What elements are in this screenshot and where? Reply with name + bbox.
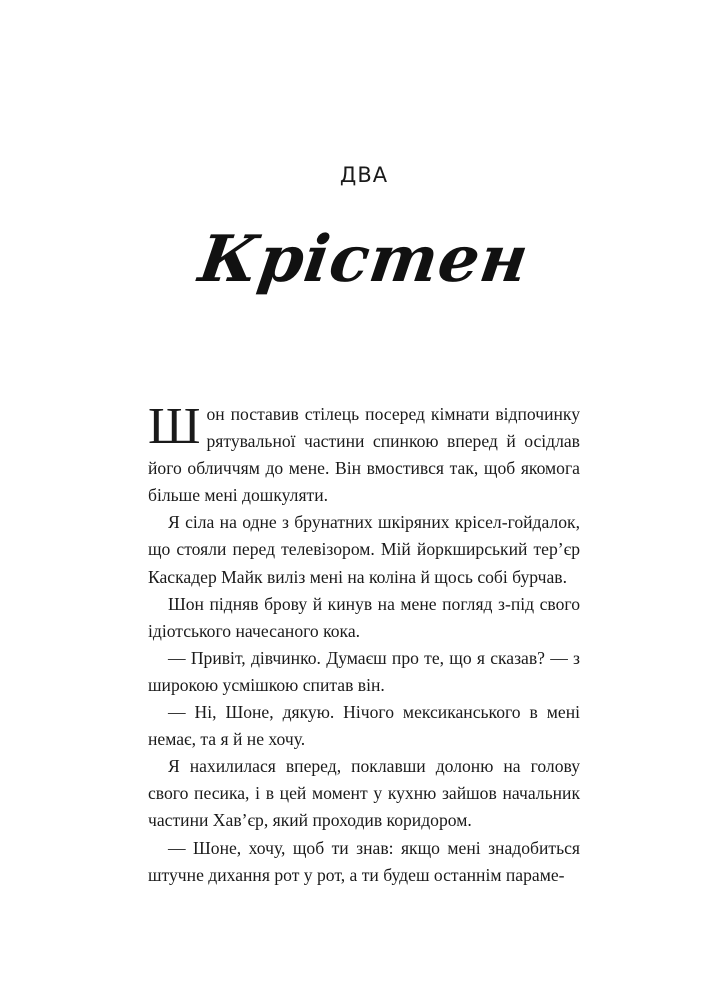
paragraph: Я нахилилася вперед, поклавши долоню на голову свого песика, і в цей момент у кухню зайшов начальник частини Хав’єр, який проходив коридором. [148, 756, 580, 831]
chapter-title: Крістен [194, 222, 534, 297]
paragraph: Я сіла на одне з брунатних шкіряних крісел-гойдалок, що стояли перед телевізором. Мій йоркширський тер’єр Каскадер Майк виліз мені на коліна й щось собі бурчав. [148, 512, 580, 587]
paragraph: — Шоне, хочу, щоб ти знав: якщо мені знадобиться штучне дихання рот у рот, а ти будеш останнім параме- [148, 837, 580, 885]
chapter-number: ДВА [339, 163, 389, 187]
paragraph: — Ні, Шоне, дякую. Нічого мексиканського в мені немає, та я й не хочу. [148, 702, 580, 750]
chapter-body [148, 398, 580, 889]
drop-cap: Ш [148, 398, 201, 455]
paragraph [148, 398, 580, 509]
paragraph: — Привіт, дівчинко. Думаєш про те, що я сказав? — з широкою усмішкою спитав він. [148, 647, 580, 695]
paragraph-text: он поставив стілець посеред кімнати відпочинку рятувальної частини спинкою вперед й осідлав його обличчям до мене. Він вмостився так, щоб якомога більше мені дошкуляти. [148, 404, 580, 506]
paragraph: Шон підняв брову й кинув на мене погляд з-під свого ідіотського начесаного кока. [148, 593, 580, 641]
